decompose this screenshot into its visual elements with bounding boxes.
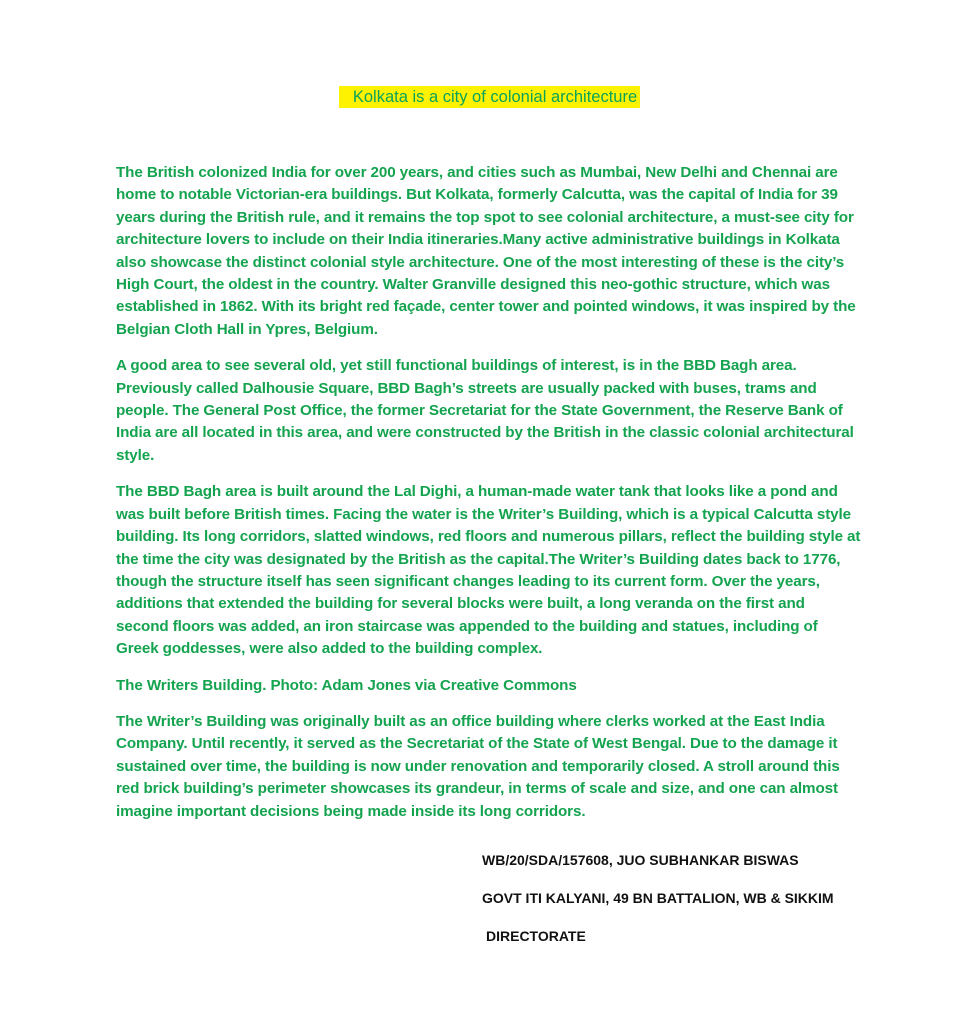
paragraph-3: The BBD Bagh area is built around the Lal Dighi, a human-made water tank that looks like a pond and was built before British times. Facing the water is the Writer’s Building, which is a typical Calcutta style building. Its long corridors, slatted windows, red floors and numerous pillars, reflect the building style at the time the city was designated by the British as the capital.The Writer’s Building dates back to 1776, though the structure itself has seen significant changes leading to its current form. Over the years, additions that extended the building for several blocks were built, a long veranda on the first and second floors was added, an iron staircase was appended to the building and statues, including of Greek goddesses, were also added to the building complex.	[116, 483, 861, 658]
signature-line-3: DIRECTORATE	[486, 928, 586, 944]
paragraph-4: The Writer’s Building was originally built as an office building where clerks worked at the East India Company. Until recently, it served as the Secretariat of the State of West Bengal. Due to the damage it sustained over time, the building is now under renovation and temporarily closed. A stroll around this red brick building’s perimeter showcases its grandeur, in terms of scale and size, and one can almost imagine important decisions being made inside its long corridors.	[116, 712, 840, 820]
page-title: Kolkata is a city of colonial architecture	[339, 86, 640, 108]
signature-line-1: WB/20/SDA/157608, JUO SUBHANKAR BISWAS	[482, 852, 799, 868]
article-body	[116, 162, 861, 837]
title-container	[0, 86, 975, 108]
signature-line-2: GOVT ITI KALYANI, 49 BN BATTALION, WB & SIKKIM	[482, 890, 834, 906]
paragraph-1: The British colonized India for over 200 years, and cities such as Mumbai, New Delhi and Chennai are home to notable Victorian-era buildings. But Kolkata, formerly Calcutta, was the capital of India for 39 years during the British rule, and it remains the top spot to see colonial architecture, a must-see city for architecture lovers to include on their India itineraries.Many active administrative buildings in Kolkata also showcase the distinct colonial style architecture. One of the most interesting of these is the city’s High Court, the oldest in the country. Walter Granville designed this neo-gothic structure, which was established in 1862. With its bright red façade, center tower and pointed windows, it was inspired by the Belgian Cloth Hall in Ypres, Belgium.	[116, 164, 856, 338]
paragraph-2: A good area to see several old, yet still functional buildings of interest, is in the BBD Bagh area. Previously called Dalhousie Square, BBD Bagh’s streets are usually packed with buses, trams and people. The General Post Office, the former Secretariat for the State Government, the Reserve Bank of India are all located in this area, and were constructed by the British in the classic colonial architectural style.	[116, 357, 854, 464]
photo-caption: The Writers Building. Photo: Adam Jones via Creative Commons	[116, 676, 577, 694]
